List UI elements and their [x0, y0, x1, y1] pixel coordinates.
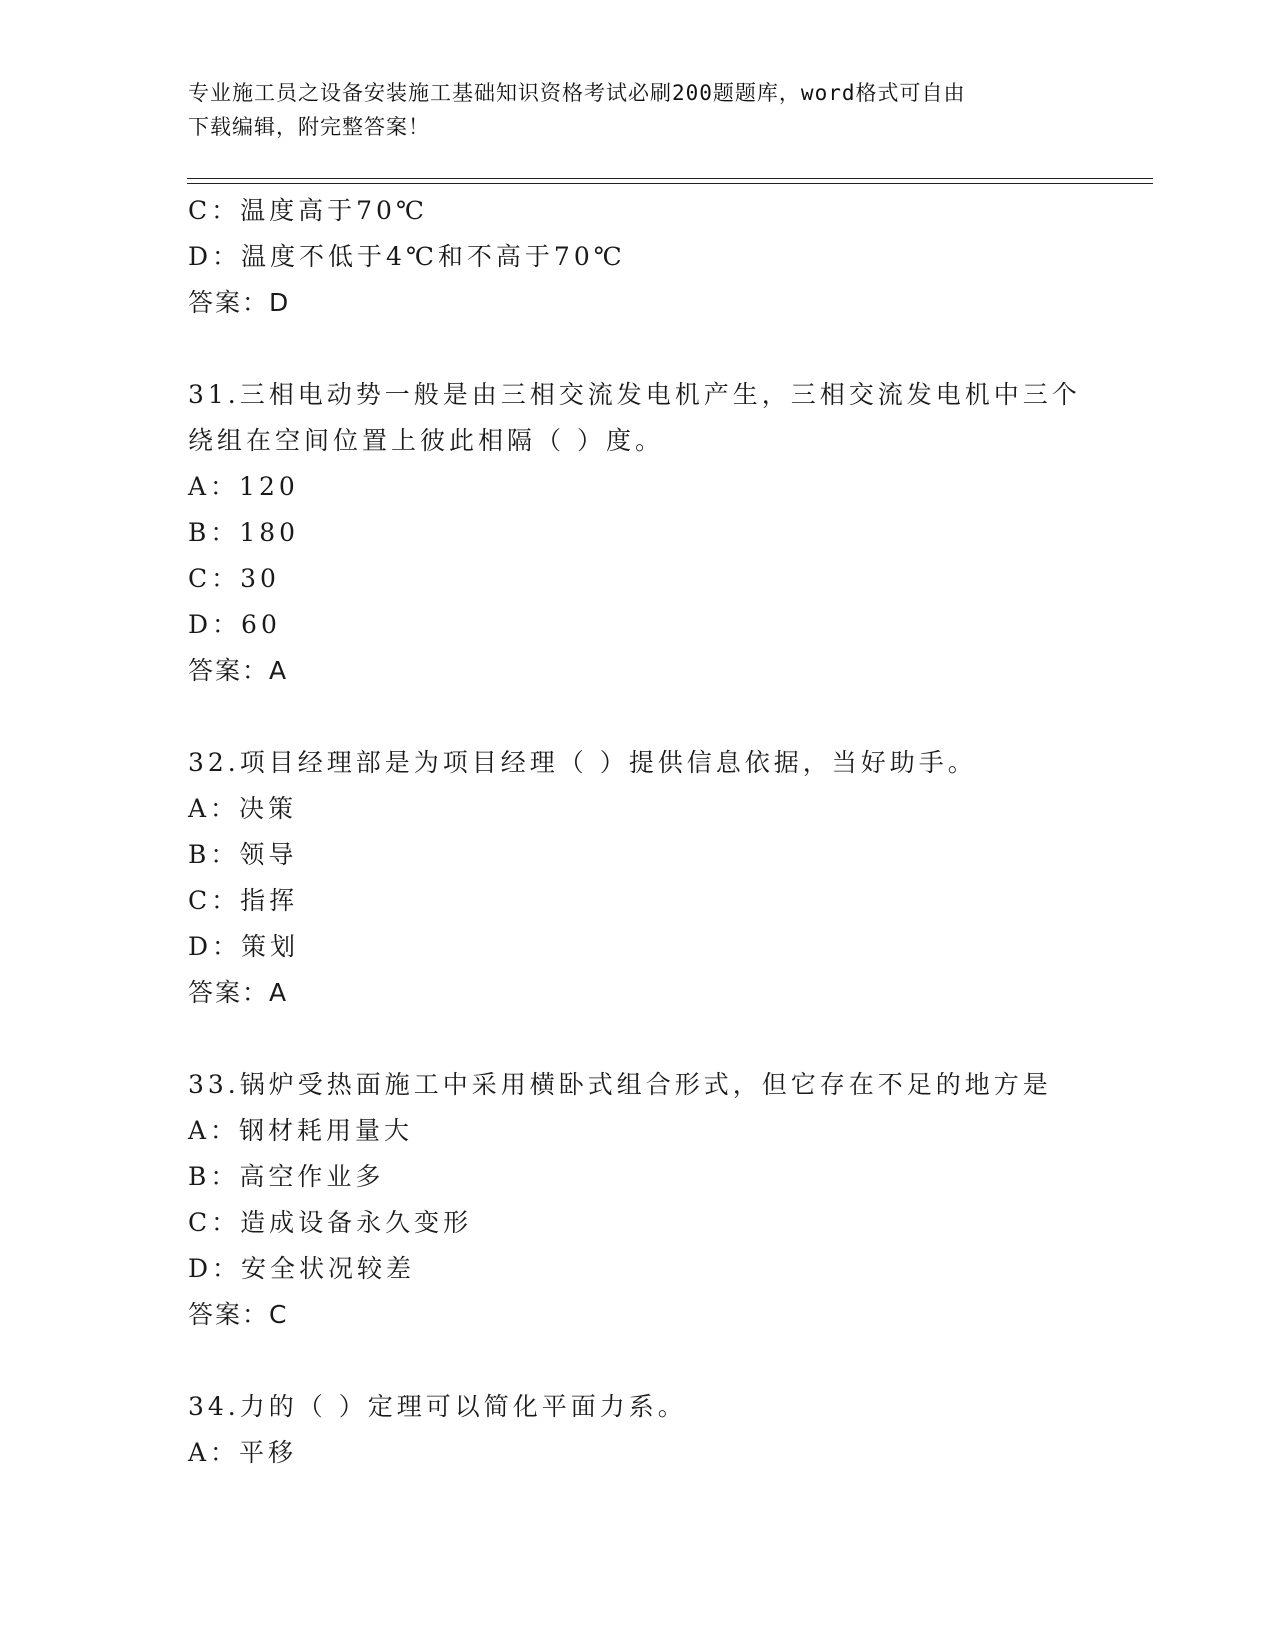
question-block-continued: [188, 188, 1088, 326]
option-d: D：策划: [188, 932, 300, 961]
option-c: C：温度高于70℃: [188, 196, 428, 225]
option-a: A：决策: [188, 794, 298, 823]
header-line-1: 专业施工员之设备安装施工基础知识资格考试必刷200题题库，word格式可自由: [188, 81, 966, 105]
option-c: C：指挥: [188, 886, 299, 915]
question-stem: 34.力的（ ）定理可以简化平面力系。: [188, 1392, 687, 1421]
answer-line: 答案：C: [188, 1300, 289, 1329]
header-divider-top: [187, 178, 1153, 179]
spacer: [188, 326, 1088, 372]
spacer: [188, 1338, 1088, 1384]
answer-line: 答案：D: [188, 288, 291, 317]
answer-line: 答案：A: [188, 656, 289, 685]
answer-line: 答案：A: [188, 978, 289, 1007]
question-stem: 32.项目经理部是为项目经理（ ）提供信息依据，当好助手。: [188, 748, 977, 777]
option-d: D：安全状况较差: [188, 1254, 416, 1283]
question-block: [188, 1384, 1088, 1476]
question-block: [188, 740, 1088, 1016]
option-c: C：造成设备永久变形: [188, 1208, 473, 1237]
header-divider-bottom: [187, 183, 1153, 184]
spacer: [188, 1016, 1088, 1062]
question-stem: 绕组在空间位置上彼此相隔（ ）度。: [188, 426, 664, 455]
question-block: [188, 1062, 1088, 1338]
question-block: [188, 372, 1088, 694]
option-b: B：领导: [188, 840, 298, 869]
option-c: C：30: [188, 564, 280, 593]
question-list: [188, 188, 1088, 1476]
option-d: D：温度不低于4℃和不高于70℃: [188, 242, 626, 271]
question-stem: 31.三相电动势一般是由三相交流发电机产生，三相交流发电机中三个: [188, 380, 1081, 409]
option-b: B：180: [188, 518, 300, 547]
document-header: [188, 76, 1088, 144]
option-a: A：120: [188, 472, 299, 501]
option-d: D：60: [188, 610, 281, 639]
option-b: B：高空作业多: [188, 1162, 385, 1191]
option-a: A：钢材耗用量大: [188, 1116, 414, 1145]
question-stem: 33.锅炉受热面施工中采用横卧式组合形式，但它存在不足的地方是: [188, 1070, 1052, 1099]
header-line-2: 下载编辑，附完整答案！: [188, 115, 430, 139]
spacer: [188, 694, 1088, 740]
option-a: A：平移: [188, 1438, 298, 1467]
